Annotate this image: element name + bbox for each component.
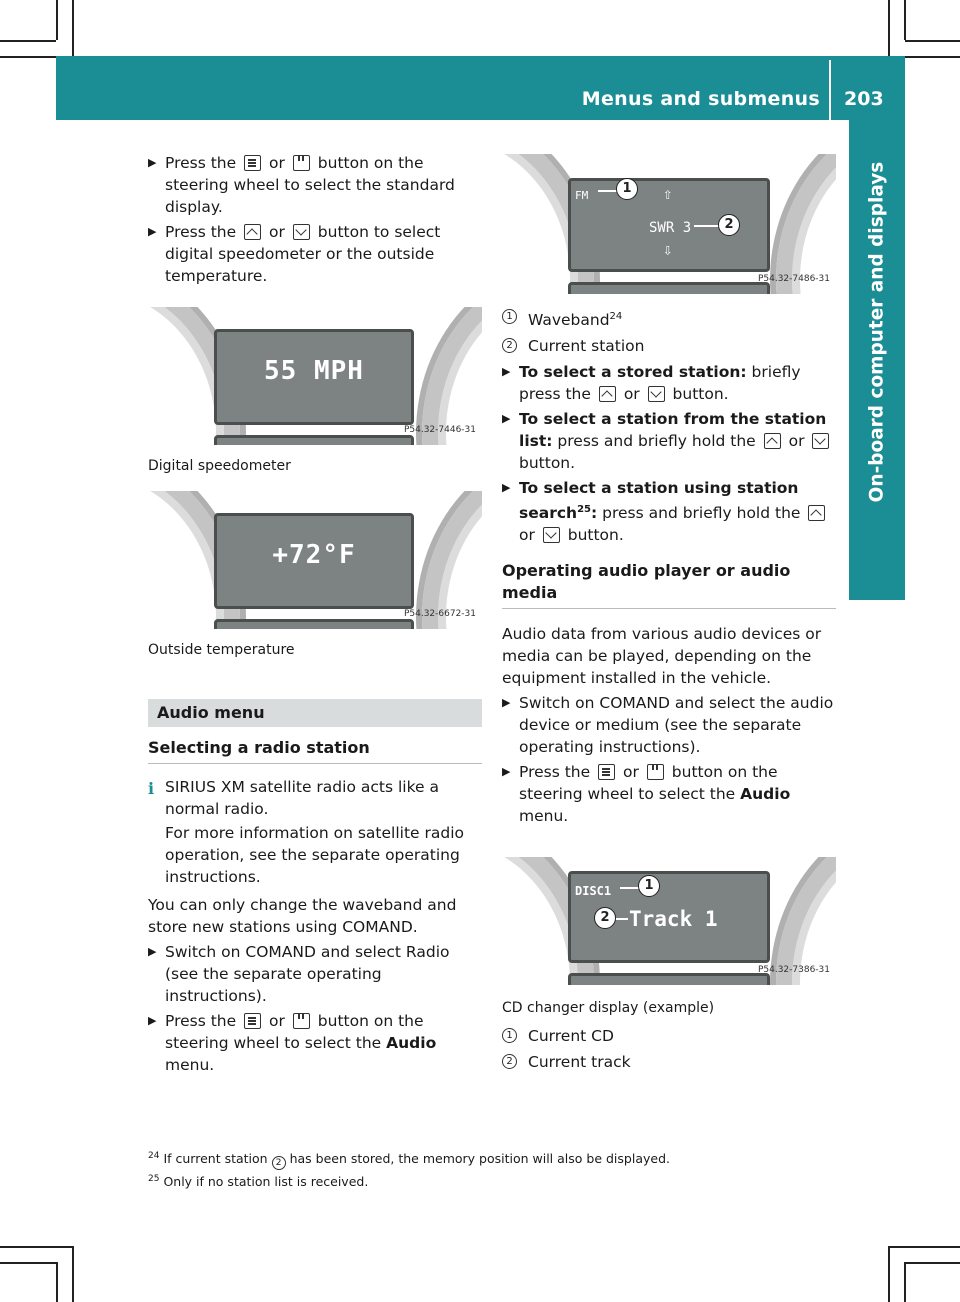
instruction-step bbox=[148, 1010, 482, 1076]
arrow-down-button-icon bbox=[812, 433, 829, 449]
info-icon: i bbox=[148, 779, 155, 798]
crop-mark bbox=[0, 1262, 56, 1264]
instruction-step bbox=[148, 221, 482, 287]
instruction-step bbox=[502, 477, 836, 546]
arrow-up-button-icon bbox=[599, 386, 616, 402]
arrow-down-button-icon bbox=[543, 527, 560, 543]
step-arrow-icon: ▶ bbox=[148, 945, 157, 958]
waveband-text: FM bbox=[575, 189, 589, 202]
step-text: or bbox=[623, 385, 640, 404]
legend-text: Current CD bbox=[528, 1027, 614, 1046]
info-text: SIRIUS XM satellite radio acts like a normal radio. bbox=[165, 778, 439, 818]
menu-name: Audio bbox=[740, 785, 791, 804]
footnote-number: 25 bbox=[148, 1174, 160, 1185]
step-text: briefly press the bbox=[519, 363, 801, 404]
step-text: press and briefly hold the bbox=[557, 432, 756, 451]
legend-item bbox=[502, 335, 836, 357]
step-arrow-icon: ▶ bbox=[502, 481, 511, 495]
step-arrow-icon: ▶ bbox=[502, 696, 511, 710]
crop-mark bbox=[72, 0, 74, 56]
callout-2: 2 bbox=[594, 907, 616, 929]
footnotes bbox=[148, 1146, 670, 1192]
step-text: button. bbox=[519, 454, 576, 473]
menu-back-button-icon bbox=[244, 1013, 261, 1029]
crop-mark bbox=[888, 1246, 890, 1302]
crop-mark bbox=[904, 0, 906, 40]
figure-code: P54.32-7446-31 bbox=[403, 425, 476, 435]
step-text: or bbox=[269, 223, 285, 241]
instruction-step bbox=[148, 941, 482, 1007]
instruction-step bbox=[502, 692, 836, 758]
footnote-number: 24 bbox=[148, 1151, 160, 1161]
chapter-side-label: On-board computer and displays bbox=[866, 161, 888, 503]
callout-line bbox=[620, 887, 640, 889]
menu-forward-button-icon bbox=[293, 1013, 310, 1029]
step-text: Switch on COMAND and select Radio (see the separate operating instructions). bbox=[165, 943, 450, 1005]
menu-back-button-icon bbox=[244, 155, 261, 171]
display-text: 55 MPH bbox=[264, 356, 364, 386]
footnote-text: Only if no station list is received. bbox=[163, 1174, 369, 1190]
step-text: button on the steering wheel to select the standard display. bbox=[165, 154, 455, 216]
step-text: button to select digital speedometer or the outside temperature. bbox=[165, 223, 441, 285]
crop-mark bbox=[0, 1246, 72, 1248]
left-column bbox=[148, 152, 482, 1079]
footnote-25 bbox=[148, 1169, 670, 1192]
figure-caption: Digital speedometer bbox=[148, 458, 291, 474]
body-paragraph: You can only change the waveband and store new stations using COMAND. bbox=[148, 896, 457, 936]
step-text: button on the steering wheel to select the bbox=[165, 1012, 424, 1052]
legend-text: Waveband bbox=[528, 311, 610, 330]
legend-text: Current track bbox=[528, 1053, 631, 1072]
step-arrow-icon: ▶ bbox=[502, 412, 511, 426]
step-text: or bbox=[519, 526, 535, 545]
section-title: Selecting a radio station bbox=[148, 737, 482, 764]
step-text: button. bbox=[672, 385, 729, 404]
display-screen bbox=[214, 329, 414, 425]
station-text: SWR 3 bbox=[649, 220, 692, 236]
legend-number: 2 bbox=[502, 1054, 517, 1069]
legend-number: 1 bbox=[502, 309, 517, 324]
page-header-title: Menus and submenus bbox=[581, 88, 820, 110]
figure-code: P54.32-7486-31 bbox=[757, 274, 830, 284]
legend bbox=[502, 306, 836, 357]
arrow-up-icon: ⇧ bbox=[663, 184, 673, 203]
speedometer-figure bbox=[148, 307, 482, 445]
step-text: or bbox=[269, 1012, 285, 1030]
crop-mark bbox=[56, 0, 58, 40]
legend-text: Current station bbox=[528, 337, 645, 356]
footnote-24 bbox=[148, 1146, 670, 1169]
footnote-text: has been stored, the memory position will also be displayed. bbox=[289, 1151, 670, 1167]
display-screen-lower bbox=[214, 619, 414, 629]
legend-item bbox=[502, 1025, 836, 1047]
crop-mark bbox=[888, 0, 890, 56]
menu-name: Audio bbox=[386, 1034, 437, 1052]
cd-changer-figure bbox=[502, 857, 836, 985]
step-text: button on the steering wheel to select the bbox=[519, 763, 778, 804]
step-bold-text: : bbox=[591, 504, 598, 523]
crop-mark bbox=[56, 1262, 58, 1302]
menu-forward-button-icon bbox=[647, 764, 664, 780]
arrow-down-icon: ⇩ bbox=[663, 240, 673, 259]
callout-1: 1 bbox=[616, 178, 638, 200]
step-text: Press the bbox=[519, 763, 591, 782]
display-text: +72°F bbox=[272, 540, 356, 570]
crop-mark bbox=[888, 1246, 960, 1248]
step-text: or bbox=[623, 763, 639, 782]
menu-back-button-icon bbox=[598, 764, 615, 780]
radio-figure bbox=[502, 154, 836, 294]
right-column bbox=[502, 152, 836, 1077]
display-screen-lower bbox=[568, 973, 770, 985]
chapter-thumb-tab bbox=[849, 540, 905, 600]
subsection-title: Operating audio player or audio media bbox=[502, 560, 836, 609]
callout-2: 2 bbox=[718, 214, 740, 236]
footnote-circle-number: 2 bbox=[272, 1156, 286, 1170]
arrow-down-button-icon bbox=[648, 386, 665, 402]
step-text: menu. bbox=[165, 1056, 215, 1074]
crop-mark bbox=[0, 40, 56, 42]
figure-code: P54.32-7386-31 bbox=[757, 965, 830, 976]
menu-forward-button-icon bbox=[293, 155, 310, 171]
step-text: or bbox=[788, 432, 805, 451]
crop-mark bbox=[904, 1262, 906, 1302]
legend-number: 1 bbox=[502, 1028, 517, 1043]
step-text: Press the bbox=[165, 223, 237, 241]
crop-mark bbox=[905, 1262, 960, 1264]
step-arrow-icon: ▶ bbox=[502, 765, 511, 779]
callout-line bbox=[694, 225, 720, 227]
figure-caption: Outside temperature bbox=[148, 642, 295, 658]
step-arrow-icon: ▶ bbox=[148, 156, 157, 169]
step-bold-text: To select a station using station search bbox=[519, 479, 799, 523]
section-heading-bar: Audio menu bbox=[148, 699, 482, 727]
footnote-text: If current station bbox=[163, 1151, 268, 1167]
arrow-down-button-icon bbox=[293, 224, 310, 240]
step-arrow-icon: ▶ bbox=[148, 225, 157, 238]
step-text: Press the bbox=[165, 1012, 237, 1030]
disc-text: DISC1 bbox=[575, 884, 612, 899]
instruction-step bbox=[502, 761, 836, 827]
step-arrow-icon: ▶ bbox=[502, 365, 511, 379]
info-note bbox=[148, 776, 482, 888]
figure-caption: CD changer display (example) bbox=[502, 1000, 715, 1017]
footnote-ref: 25 bbox=[577, 504, 591, 516]
display-screen bbox=[214, 513, 414, 609]
callout-1: 1 bbox=[638, 875, 660, 897]
track-text: Track 1 bbox=[629, 907, 718, 932]
legend-item bbox=[502, 1051, 836, 1073]
temperature-figure bbox=[148, 491, 482, 629]
crop-mark bbox=[905, 40, 960, 42]
arrow-up-button-icon bbox=[764, 433, 781, 449]
footnote-ref: 24 bbox=[609, 311, 623, 322]
arrow-up-button-icon bbox=[808, 505, 825, 521]
display-screen-lower bbox=[214, 435, 414, 445]
arrow-up-button-icon bbox=[244, 224, 261, 240]
figure-code: P54.32-6672-31 bbox=[403, 609, 476, 619]
step-text: menu. bbox=[519, 807, 569, 826]
header-divider bbox=[829, 60, 831, 120]
step-bold-text: To select a station from the station list: bbox=[519, 410, 827, 451]
step-text: button. bbox=[567, 526, 624, 545]
body-paragraph: Audio data from various audio devices or media can be played, depending on the equipment installed in the vehicle. bbox=[502, 625, 822, 688]
instruction-step bbox=[148, 152, 482, 218]
display-screen-lower bbox=[568, 282, 770, 294]
step-text: Press the bbox=[165, 154, 237, 172]
legend bbox=[502, 1025, 836, 1073]
step-text: or bbox=[269, 154, 285, 172]
crop-mark bbox=[72, 1246, 74, 1302]
page-number: 203 bbox=[844, 88, 884, 110]
step-text: Switch on COMAND and select the audio device or medium (see the separate operating instructions). bbox=[519, 694, 834, 757]
step-text: press and briefly hold the bbox=[602, 504, 801, 523]
step-arrow-icon: ▶ bbox=[148, 1014, 157, 1027]
info-text: For more information on satellite radio operation, see the separate operating instructions. bbox=[165, 824, 464, 886]
legend-number: 2 bbox=[502, 338, 517, 353]
instruction-step bbox=[502, 408, 836, 474]
step-bold-text: To select a stored station: bbox=[519, 363, 747, 382]
instruction-step bbox=[502, 361, 836, 405]
legend-item bbox=[502, 306, 836, 331]
